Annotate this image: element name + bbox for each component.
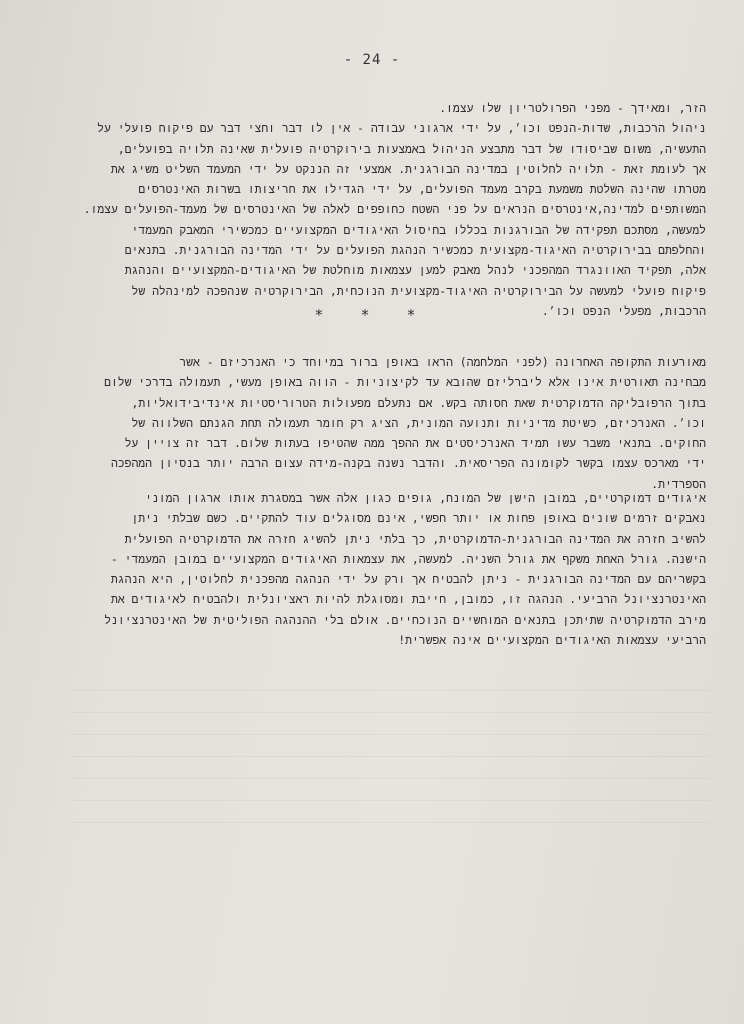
- text-line: בתוך הרפובליקה הדמוקרטית שאת חסותה בקש. אם נתעלם מפעולות הטרוריסטיות אינדיבידואליות,: [131, 395, 706, 410]
- bleed-through-line: [70, 822, 710, 823]
- text-line: בקשריהם עם המדינה הבורגנית - ניתן להבטיח אך ורק על ידי הנהגה מהפכנית לחלוטין, היא הנהגת: [110, 572, 706, 587]
- text-line: אלה, תפקיד האוונגרד המהפכני לנהל מאבק למען עצמאות מוחלטת של האיגודים-המקצועיים והנהגת: [124, 263, 706, 278]
- text-line: נאבקים זרמים שונים באופן פחות או יותר חפשי, אינם מסוגלים עוד להתקיים. כשם שבלתי ניתן: [131, 511, 706, 526]
- bleed-through-line: [70, 756, 710, 757]
- text-line: להשיב חזרה את המדינה הבורגנית-הדמוקרטית, כך בלתי ניתן להשיג חזרה את הדמוקרטיה הפועלית: [124, 531, 706, 546]
- text-line: וכו׳. האנרכיזם, כשיטת מדיניות ותנועה המונית, הציג רק חומר תעמולה תחת הגנתם השלווה של: [131, 415, 706, 430]
- text-line: התעשיה, משום שביסודו של דבר מתבצע הניהול באמצעות בירוקרטיה פועלית שאינה תלויה בפועלים,: [117, 141, 706, 156]
- text-line: האינטרנציונל הרביעי. הנהגה זו, כמובן, חייבת ומסוגלת להיות ראציונלית ולהבטיח לאיגודים את: [111, 592, 706, 607]
- text-line: ידי מארכס עצמו בקשר לקומונה הפריסאית. והדבר נשנה בקנה-מידה עצום הרבה יותר בנסיון המהפכה: [110, 456, 706, 471]
- text-line: הזר, ומאידך - מפני הפרולטריון שלו עצמו.: [439, 101, 706, 115]
- text-line: אך לעומת זאת - תלויה לחלוטין במדינה הבורגנית. אמצעי זה הננקט על ידי המעמד השליט משיג את: [110, 161, 706, 176]
- page-number: - 24 -: [343, 52, 401, 68]
- paragraph-3: [36, 488, 706, 650]
- text-line: איגודים דמוקרטיים, במובן הישן של המונח, גופים כגון אלה אשר במסגרת אותו ארגון המוני: [145, 491, 706, 505]
- text-line: מבחינה תאורטית אינו אלא ליברליזם שהובא עד לקיצוניות - הווה באופן מעשי, תעמולה בדרכי שלום: [104, 375, 706, 390]
- text-line: ניהול הרכבות, שדות-הנפט וכו׳, על ידי ארגוני עבודה - אין לו דבר וחצי דבר עם פיקוח פועלי על: [97, 121, 706, 136]
- paragraph-2: [36, 352, 706, 494]
- text-line: מטרתו שהינה השלטת משמעת בקרב מעמד הפועלים, על ידי הגדילו את חריצותו בשרות האינטרסים: [138, 182, 706, 197]
- text-line: הספרדית.: [651, 476, 706, 491]
- text-line: הרביעי עצמאות האיגודים המקצועיים אינה אפשרית!: [398, 633, 706, 648]
- text-line: הרכבות, מפעלי הנפט וכו׳.: [541, 303, 706, 318]
- text-line: מאורעות התקופה האחרונה (לפני המלחמה) הראו באופן ברור במיוחד כי האנרכיזם - אשר: [179, 355, 706, 369]
- bleed-through-line: [70, 712, 710, 713]
- bleed-through-line: [70, 800, 710, 801]
- text-line: והחלפתם בבירוקרטיה האיגוד-מקצועית כמכשיר הנהגת הפועלים על ידי המדינה הבורגנית. בתנאים: [124, 243, 706, 258]
- bleed-through-line: [70, 690, 710, 691]
- paragraph-1: [36, 98, 706, 321]
- section-separator: * * *: [314, 306, 430, 324]
- bleed-through-line: [70, 778, 710, 779]
- bleed-through-line: [70, 734, 710, 735]
- text-line: מירב הדמוקרטיה שתיתכן בתנאים המוחשיים הנוכחיים. אולם בלי ההנהגה הפוליטית של האינטרנציונל: [104, 612, 706, 627]
- text-line: פיקוח פועלי למעשה על הבירוקרטיה האיגוד-מקצועית הנוכחית, הבירוקרטיה שנהפכה למינהלה של: [131, 283, 706, 298]
- text-line: למעשה, מסתכם תפקידה של הבורגנות בכללו בחיסול האיגודים המקצועיים כמכשירי המאבק המעמדי: [131, 222, 706, 237]
- text-line: המשותפים למדינה,אינטרסים הנראים על פני השטח כחופפים לאלה של האינטרסים של מעמד-הפועלים עצמו.: [83, 202, 706, 217]
- text-line: הישנה. גורל האחת משקף את גורל השניה. למעשה, את עצמאות האיגודים המקצועיים במובן המעמדי -: [110, 551, 706, 566]
- text-line: החוקים. בתנאי משבר עשו תמיד האנרכיסטים את ההפך ממה שהטיפו בעתות שלום. דבר זה צויין על: [124, 436, 706, 451]
